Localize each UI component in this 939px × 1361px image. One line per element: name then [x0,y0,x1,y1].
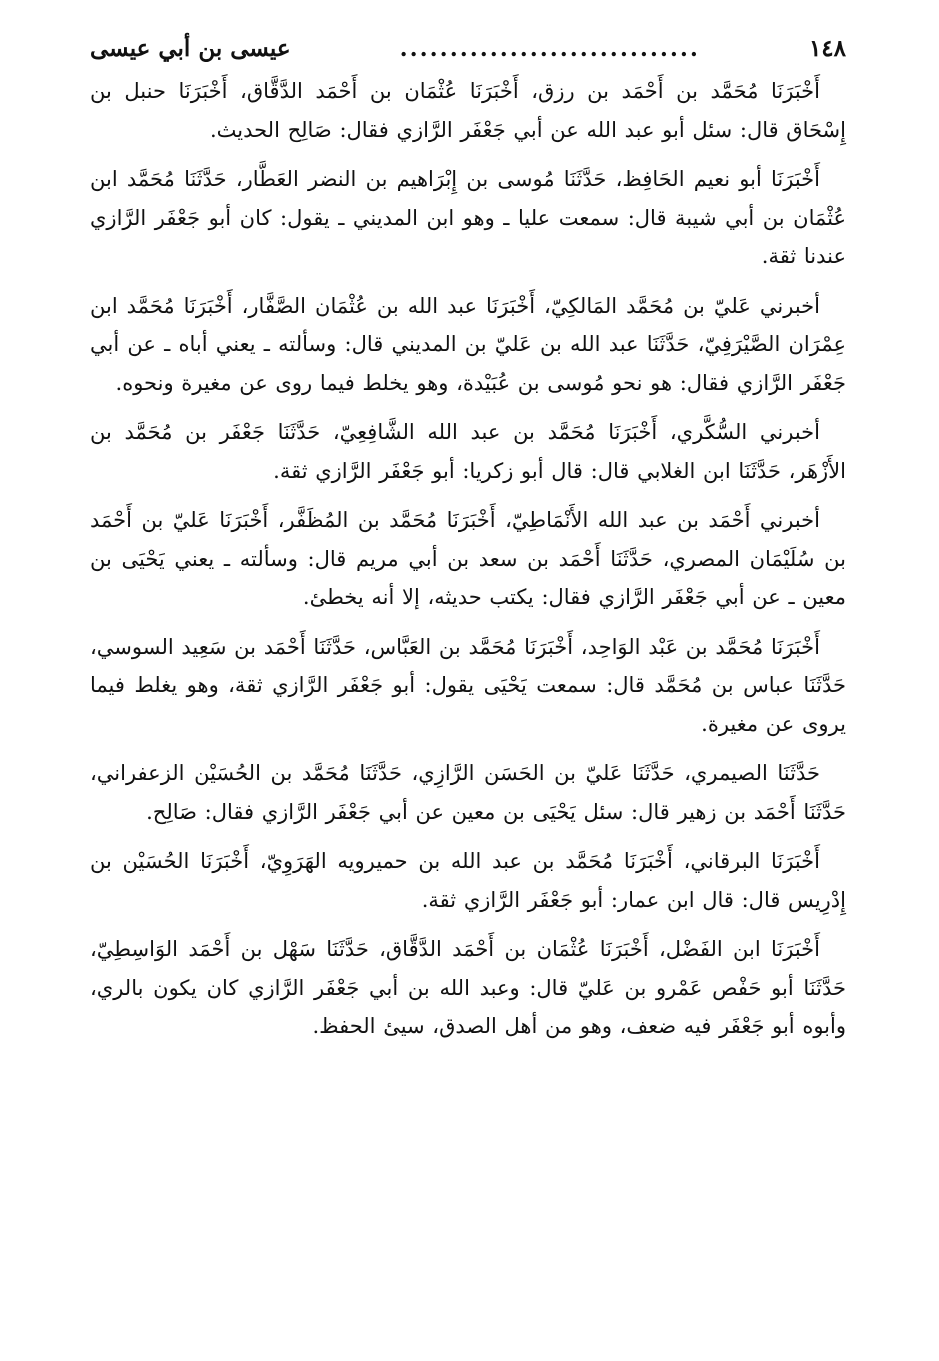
page-header [90,34,846,66]
page-number: ١٤٨ [808,35,846,62]
paragraph: أَخْبَرَنَا البرقاني، أَخْبَرَنَا مُحَمَّد بن عبد الله بن حميرويه الهَرَوِيّ، أَخْبَرَنَا الحُسَيْن بن إِدْرِيس قال: قال ابن عمار: أبو جَعْفَر الرَّازي ثقة. [90,849,846,912]
header-leader-dots: .............................. [399,35,700,62]
paragraph: أخبرني السُّكَّري، أَخْبَرَنَا مُحَمَّد بن عبد الله الشَّافِعِيّ، حَدَّثَنَا جَعْفَر بن مُحَمَّد بن الأَزْهَر، حَدَّثَنَا ابن الغلابي قال: قال أبو زكريا: أبو جَعْفَر الرَّازي ثقة. [90,420,846,483]
page-body [90,72,846,1046]
paragraph: أَخْبَرَنَا أبو نعيم الحَافِظ، حَدَّثَنَا مُوسى بن إِبْرَاهيم بن النضر العَطَّار، حَدَّثَنَا مُحَمَّد ابن عُثْمَان بن أبي شيبة قال: سمعت عليا ـ وهو ابن المديني ـ يقول: كان أبو جَعْفَر الرَّازي عندنا ثقة. [90,167,846,268]
paragraph: أخبرني أَحْمَد بن عبد الله الأَنْمَاطِيّ، أَخْبَرَنَا مُحَمَّد بن المُظَفَّر، أَخْبَرَنَا عَليّ بن أَحْمَد بن سُلَيْمَان المصري، حَدَّثَنَا أَحْمَد بن سعد بن أبي مريم قال: وسألته ـ يعني يَحْيَى بن معين ـ عن أبي جَعْفَر الرَّازي فقال: يكتب حديثه، إلا أنه يخطئ. [90,508,846,609]
paragraph: أَخْبَرَنَا مُحَمَّد بن أَحْمَد بن رزق، أَخْبَرَنَا عُثْمَان بن أَحْمَد الدَّقَّاق، أَخْبَرَنَا حنبل بن إِسْحَاق قال: سئل أبو عبد الله عن أبي جَعْفَر الرَّازي فقال: صَالِح الحديث. [90,79,846,142]
paragraph: أخبرني عَليّ بن مُحَمَّد المَالكِيّ، أَخْبَرَنَا عبد الله بن عُثْمَان الصَّفَّار، أَخْبَرَنَا مُحَمَّد ابن عِمْرَان الصَّيْرَفِيّ، حَدَّثَنَا عبد الله بن عَليّ بن المديني قال: وسألته ـ يعني أباه ـ عن أبي جَعْفَر الرَّازي فقال: هو نحو مُوسى بن عُبَيْدة، وهو يخلط فيما روى عن مغيرة ونحوه. [90,293,846,395]
paragraph: أَخْبَرَنَا مُحَمَّد بن عَبْد الوَاحِد، أَخْبَرَنَا مُحَمَّد بن العَبَّاس، حَدَّثَنَا أَحْمَد بن سَعِيد السوسي، حَدَّثَنَا عباس بن مُحَمَّد قال: سمعت يَحْيَى يقول: أبو جَعْفَر الرَّازي ثقة، وهو يغلط فيما يروى عن مغيرة. [90,634,846,736]
paragraph: أَخْبَرَنَا ابن الفَضْل، أَخْبَرَنَا عُثْمَان بن أَحْمَد الدَّقَّاق، حَدَّثَنَا سَهْل بن أَحْمَد الوَاسِطِيّ، حَدَّثَنَا أبو حَفْص عَمْرو بن عَليّ قال: وعبد الله بن أبي جَعْفَر الرَّازي كان يكون بالري، وأبوه أبو جَعْفَر فيه ضعف، وهو من أهل الصدق، سيئ الحفظ. [90,937,846,1038]
paragraph: حَدَّثَنَا الصيمري، حَدَّثَنَا عَليّ بن الحَسَن الرَّازِي، حَدَّثَنَا مُحَمَّد بن الحُسَيْن الزعفراني، حَدَّثَنَا أَحْمَد بن زهير قال: سئل يَحْيَى بن معين عن أبي جَعْفَر الرَّازي فقال: صَالِح. [90,761,846,824]
running-title: عيسى بن أبي عيسى [90,35,291,62]
book-page [90,34,846,1321]
